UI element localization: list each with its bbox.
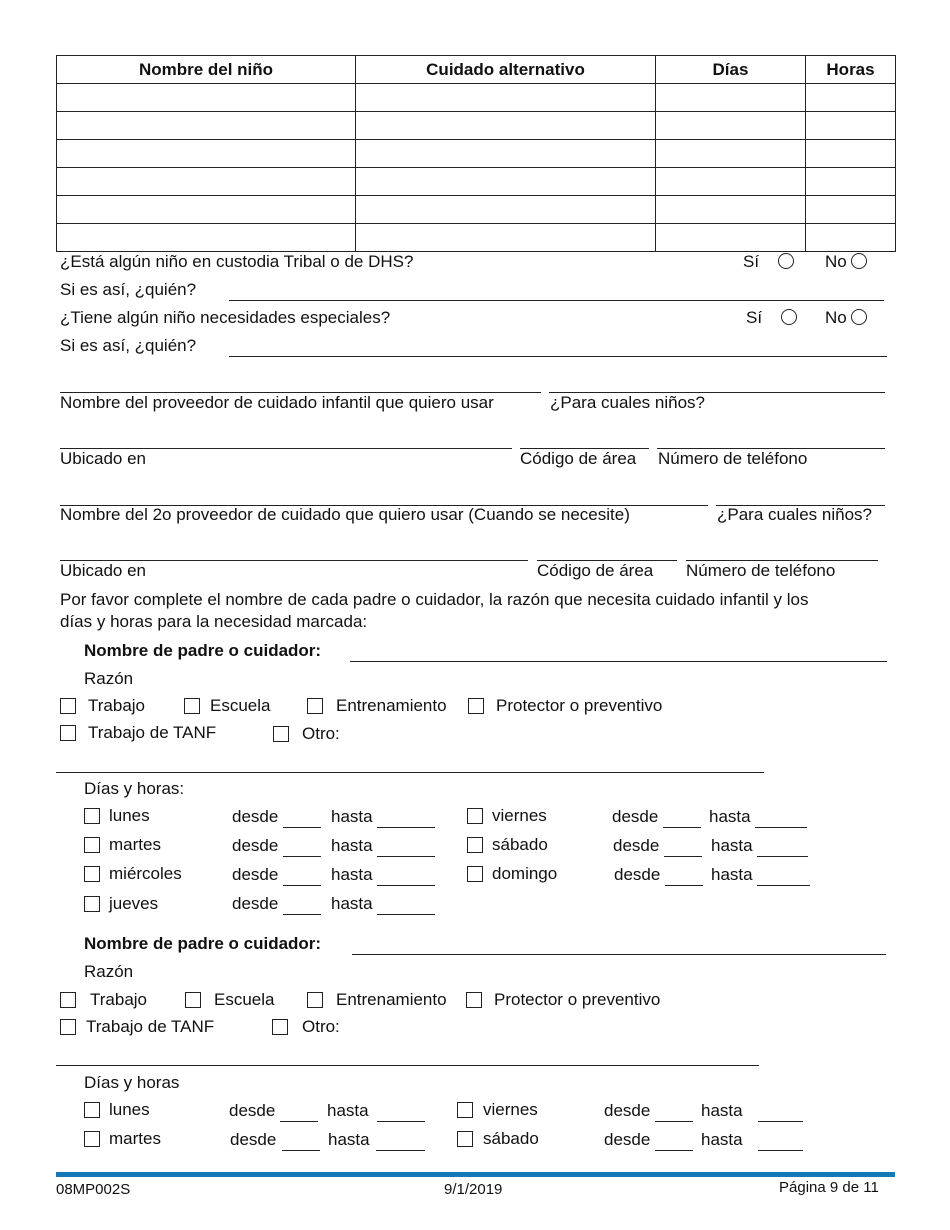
table-cell[interactable] [356,196,656,224]
s1-thursday-to-label: hasta [331,894,373,913]
s1-monday-to-field[interactable] [377,827,435,828]
custody-yes-label: Sí [743,252,760,271]
table-cell[interactable] [806,140,896,168]
custody-question: ¿Está algún niño en custodia Tribal o de DHS? [60,252,414,271]
s2-saturday-from-field[interactable] [655,1150,693,1151]
table-cell[interactable] [57,196,356,224]
s1-friday-from-label: desde [612,807,659,826]
s1-reason-protective-checkbox[interactable] [468,698,484,714]
table-cell[interactable] [656,112,806,140]
s2-reason-label: Razón [84,962,134,981]
s1-parent-label: Nombre de padre o cuidador: [84,641,322,660]
s1-thursday-from-label: desde [232,894,279,913]
s1-saturday-checkbox[interactable] [467,837,483,853]
provider2-name-label: Nombre del 2o proveedor de cuidado que quiero usar (Cuando se necesite) [60,505,630,524]
s1-wednesday-to-field[interactable] [377,885,435,886]
table-cell[interactable] [656,196,806,224]
table-cell[interactable] [656,168,806,196]
s1-reason-label: Razón [84,669,134,688]
s1-thursday-to-field[interactable] [377,914,435,915]
s2-friday-label: viernes [483,1100,538,1119]
s1-tuesday-from-field[interactable] [283,856,321,857]
custody-yes-radio[interactable] [778,253,794,269]
s2-monday-label: lunes [109,1100,150,1119]
s1-parent-field[interactable] [350,661,887,662]
s2-monday-from-field[interactable] [280,1121,318,1122]
s2-monday-to-label: hasta [327,1101,369,1120]
s1-sunday-from-field[interactable] [665,885,703,886]
s1-wednesday-from-label: desde [232,865,279,884]
s2-parent-label: Nombre de padre o cuidador: [84,934,322,953]
table-cell[interactable] [656,224,806,252]
s2-tuesday-checkbox[interactable] [84,1131,100,1147]
s1-reason-training-checkbox[interactable] [307,698,323,714]
table-cell[interactable] [57,168,356,196]
s1-thursday-checkbox[interactable] [84,896,100,912]
table-row [57,84,896,112]
table-row [57,112,896,140]
s2-reason-protective-checkbox[interactable] [466,992,482,1008]
s1-tuesday-from-label: desde [232,836,279,855]
table-cell[interactable] [356,84,656,112]
table-cell[interactable] [656,140,806,168]
s1-saturday-label: sábado [492,835,548,854]
special-needs-yes-option[interactable] [746,308,797,328]
s1-wednesday-checkbox[interactable] [84,866,100,882]
table-cell[interactable] [806,168,896,196]
custody-no-radio[interactable] [851,253,867,269]
special-needs-question: ¿Tiene algún niño necesidades especiales? [60,308,391,327]
s2-reason-other-label: Otro: [302,1017,340,1036]
s2-reason-work-label: Trabajo [90,990,148,1009]
custody-yes-option[interactable] [743,252,794,272]
s2-friday-to-field[interactable] [758,1121,803,1122]
s1-reason-school-checkbox[interactable] [184,698,200,714]
special-needs-yes-radio[interactable] [781,309,797,325]
s2-parent-field[interactable] [352,954,886,955]
s2-reason-other-checkbox[interactable] [272,1019,288,1035]
s1-reason-training-label: Entrenamiento [336,696,447,715]
s2-saturday-checkbox[interactable] [457,1131,473,1147]
s1-tuesday-to-label: hasta [331,836,373,855]
table-row [57,224,896,252]
instructions-line1: Por favor complete el nombre de cada padre o cuidador, la razón que necesita cuidado infantil y los [60,590,809,609]
provider2-children-label: ¿Para cuales niños? [717,505,872,524]
table-cell[interactable] [806,224,896,252]
s1-reason-other-checkbox[interactable] [273,726,289,742]
s1-saturday-from-label: desde [613,836,660,855]
table-row [57,168,896,196]
provider2-area-label: Código de área [537,561,654,580]
s2-tuesday-from-field[interactable] [282,1150,320,1151]
s1-friday-from-field[interactable] [663,827,701,828]
table-header-row [57,56,896,84]
s1-tuesday-checkbox[interactable] [84,837,100,853]
s1-saturday-to-label: hasta [711,836,753,855]
provider1-name-label: Nombre del proveedor de cuidado infantil que quiero usar [60,393,494,412]
s1-friday-to-field[interactable] [755,827,807,828]
s2-friday-to-label: hasta [701,1101,743,1120]
header-hours: Horas [806,56,896,84]
special-needs-no-option[interactable] [825,308,867,328]
provider2-location-label: Ubicado en [60,561,147,580]
custody-who-field[interactable] [229,300,884,301]
s2-reason-training-checkbox[interactable] [307,992,323,1008]
s2-saturday-label: sábado [483,1129,539,1148]
s2-friday-from-field[interactable] [655,1121,693,1122]
provider1-location-label: Ubicado en [60,449,147,468]
s2-reason-work-checkbox[interactable] [60,992,76,1008]
page-number: Página 9 de 11 [779,1179,879,1196]
s1-thursday-label: jueves [109,894,159,913]
s2-tuesday-from-label: desde [230,1130,277,1149]
s1-friday-checkbox[interactable] [467,808,483,824]
s2-monday-checkbox[interactable] [84,1102,100,1118]
s2-saturday-to-field[interactable] [758,1150,803,1151]
special-needs-no-label: No [825,308,847,327]
header-alt-care: Cuidado alternativo [356,56,656,84]
s1-reason-other-label: Otro: [302,724,340,743]
custody-who-label: Si es así, ¿quién? [60,280,197,299]
s1-sunday-label: domingo [492,864,558,883]
s2-tuesday-label: martes [109,1129,161,1148]
s2-tuesday-to-field[interactable] [376,1150,425,1151]
footer-divider [56,1172,895,1177]
s1-monday-from-field[interactable] [283,827,321,828]
table-cell[interactable] [356,112,656,140]
s1-saturday-to-field[interactable] [757,856,808,857]
s1-reason-tanf-checkbox[interactable] [60,725,76,741]
s2-days-label: Días y horas [84,1073,180,1092]
s1-friday-to-label: hasta [709,807,751,826]
s1-thursday-from-field[interactable] [283,914,321,915]
children-table [56,55,896,252]
header-days: Días [656,56,806,84]
s2-saturday-to-label: hasta [701,1130,743,1149]
table-cell[interactable] [806,112,896,140]
table-cell[interactable] [806,196,896,224]
s1-reason-work-label: Trabajo [88,696,146,715]
s1-saturday-from-field[interactable] [664,856,702,857]
table-row [57,140,896,168]
header-child-name: Nombre del niño [57,56,356,84]
s1-monday-label: lunes [109,806,150,825]
special-needs-no-radio[interactable] [851,309,867,325]
table-cell[interactable] [356,168,656,196]
s1-sunday-checkbox[interactable] [467,866,483,882]
special-needs-who-field[interactable] [229,356,887,357]
instructions-line2: días y horas para la necesidad marcada: [60,612,368,631]
custody-no-option[interactable] [825,252,867,272]
s1-reason-work-checkbox[interactable] [60,698,76,714]
s1-reason-tanf-label: Trabajo de TANF [88,723,217,742]
table-cell[interactable] [656,84,806,112]
s2-reason-school-checkbox[interactable] [185,992,201,1008]
s2-friday-checkbox[interactable] [457,1102,473,1118]
form-id: 08MP002S [56,1181,131,1198]
provider1-area-label: Código de área [520,449,637,468]
table-cell[interactable] [356,224,656,252]
table-cell[interactable] [57,112,356,140]
table-cell[interactable] [806,84,896,112]
s2-reason-tanf-label: Trabajo de TANF [86,1017,215,1036]
s2-saturday-from-label: desde [604,1130,651,1149]
s1-sunday-to-field[interactable] [757,885,810,886]
s1-sunday-to-label: hasta [711,865,753,884]
s1-wednesday-to-label: hasta [331,865,373,884]
s2-reason-training-label: Entrenamiento [336,990,447,1009]
provider1-phone-label: Número de teléfono [658,449,808,468]
s1-tuesday-to-field[interactable] [377,856,435,857]
table-cell[interactable] [356,140,656,168]
s1-wednesday-from-field[interactable] [283,885,321,886]
special-needs-who-label: Si es así, ¿quién? [60,336,197,355]
table-cell[interactable] [57,140,356,168]
s1-reason-school-label: Escuela [210,696,271,715]
s1-reason-protective-label: Protector o preventivo [496,696,663,715]
s1-monday-from-label: desde [232,807,279,826]
special-needs-yes-label: Sí [746,308,763,327]
s1-monday-to-label: hasta [331,807,373,826]
s2-tuesday-to-label: hasta [328,1130,370,1149]
custody-no-label: No [825,252,847,271]
s2-monday-to-field[interactable] [377,1121,425,1122]
s1-other-field[interactable] [56,772,764,773]
table-cell[interactable] [57,224,356,252]
s1-sunday-from-label: desde [614,865,661,884]
s2-friday-from-label: desde [604,1101,651,1120]
s1-days-label: Días y horas: [84,779,185,798]
s2-other-field[interactable] [56,1065,759,1066]
table-cell[interactable] [57,84,356,112]
s2-reason-school-label: Escuela [214,990,275,1009]
s1-friday-label: viernes [492,806,547,825]
provider2-phone-label: Número de teléfono [686,561,836,580]
form-date: 9/1/2019 [444,1181,503,1198]
s2-reason-tanf-checkbox[interactable] [60,1019,76,1035]
s1-monday-checkbox[interactable] [84,808,100,824]
s1-tuesday-label: martes [109,835,161,854]
s2-reason-protective-label: Protector o preventivo [494,990,661,1009]
provider1-children-label: ¿Para cuales niños? [550,393,705,412]
table-row [57,196,896,224]
s1-wednesday-label: miércoles [109,864,182,883]
s2-monday-from-label: desde [229,1101,276,1120]
